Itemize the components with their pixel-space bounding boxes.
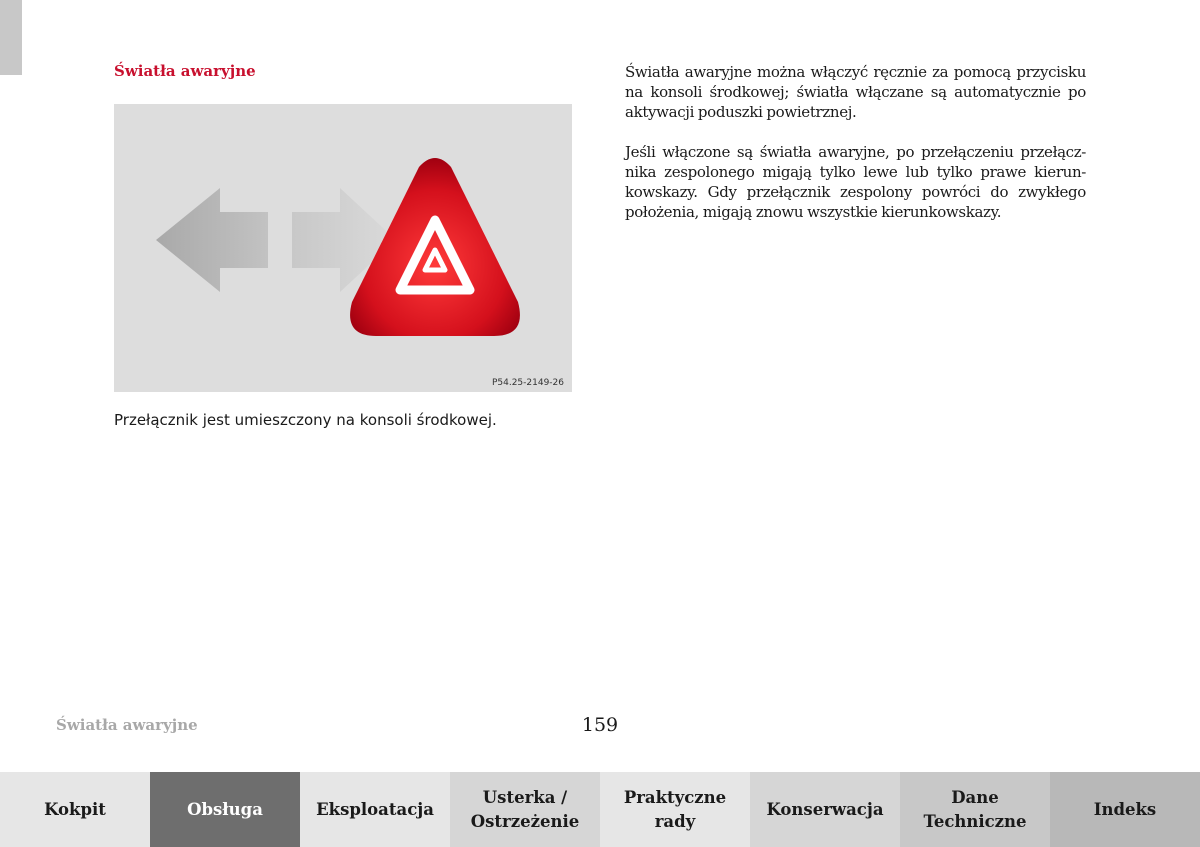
nav-tab-praktyczne-rady[interactable]: Praktyczne rady [600, 772, 750, 847]
running-footer-title: Światła awaryjne [56, 716, 198, 734]
hazard-switch-figure [114, 104, 572, 392]
nav-tab-indeks[interactable]: Indeks [1050, 772, 1200, 847]
nav-tab-kokpit[interactable]: Kokpit [0, 772, 150, 847]
nav-tab-eksploatacja[interactable]: Eksploatacja [300, 772, 450, 847]
nav-tab-obsluga[interactable]: Obsługa [150, 772, 300, 847]
body-text [625, 62, 1086, 242]
hazard-illustration [114, 104, 572, 392]
chapter-navigation [0, 772, 1200, 847]
arrow-left-icon [156, 188, 268, 292]
section-heading: Światła awaryjne [114, 62, 256, 80]
figure-caption: Przełącznik jest umieszczony na konsoli środkowej. [114, 411, 497, 429]
chapter-side-tab [0, 0, 22, 75]
nav-tab-usterka-ostrzezenie[interactable]: Usterka / Ostrzeżenie [450, 772, 600, 847]
paragraph-2: Jeśli włączone są światła awaryjne, po przełączeniu przełącz-nika zespolonego migają tylko lewe lub tylko prawe kierun-kowskazy. Gdy przełącznik zespolony powróci do zwykłego położenia, migają znowu wszystkie kierunkowskazy. [625, 143, 1086, 221]
paragraph-1: Światła awaryjne można włączyć ręcznie za pomocą przycisku na konsoli środkowej; światła włączane są automatycznie po aktywacji poduszki powietrznej. [625, 63, 1086, 121]
page-number: 159 [581, 714, 619, 736]
nav-tab-konserwacja[interactable]: Konserwacja [750, 772, 900, 847]
figure-code: P54.25-2149-26 [491, 378, 564, 388]
nav-tab-dane-techniczne[interactable]: Dane Techniczne [900, 772, 1050, 847]
